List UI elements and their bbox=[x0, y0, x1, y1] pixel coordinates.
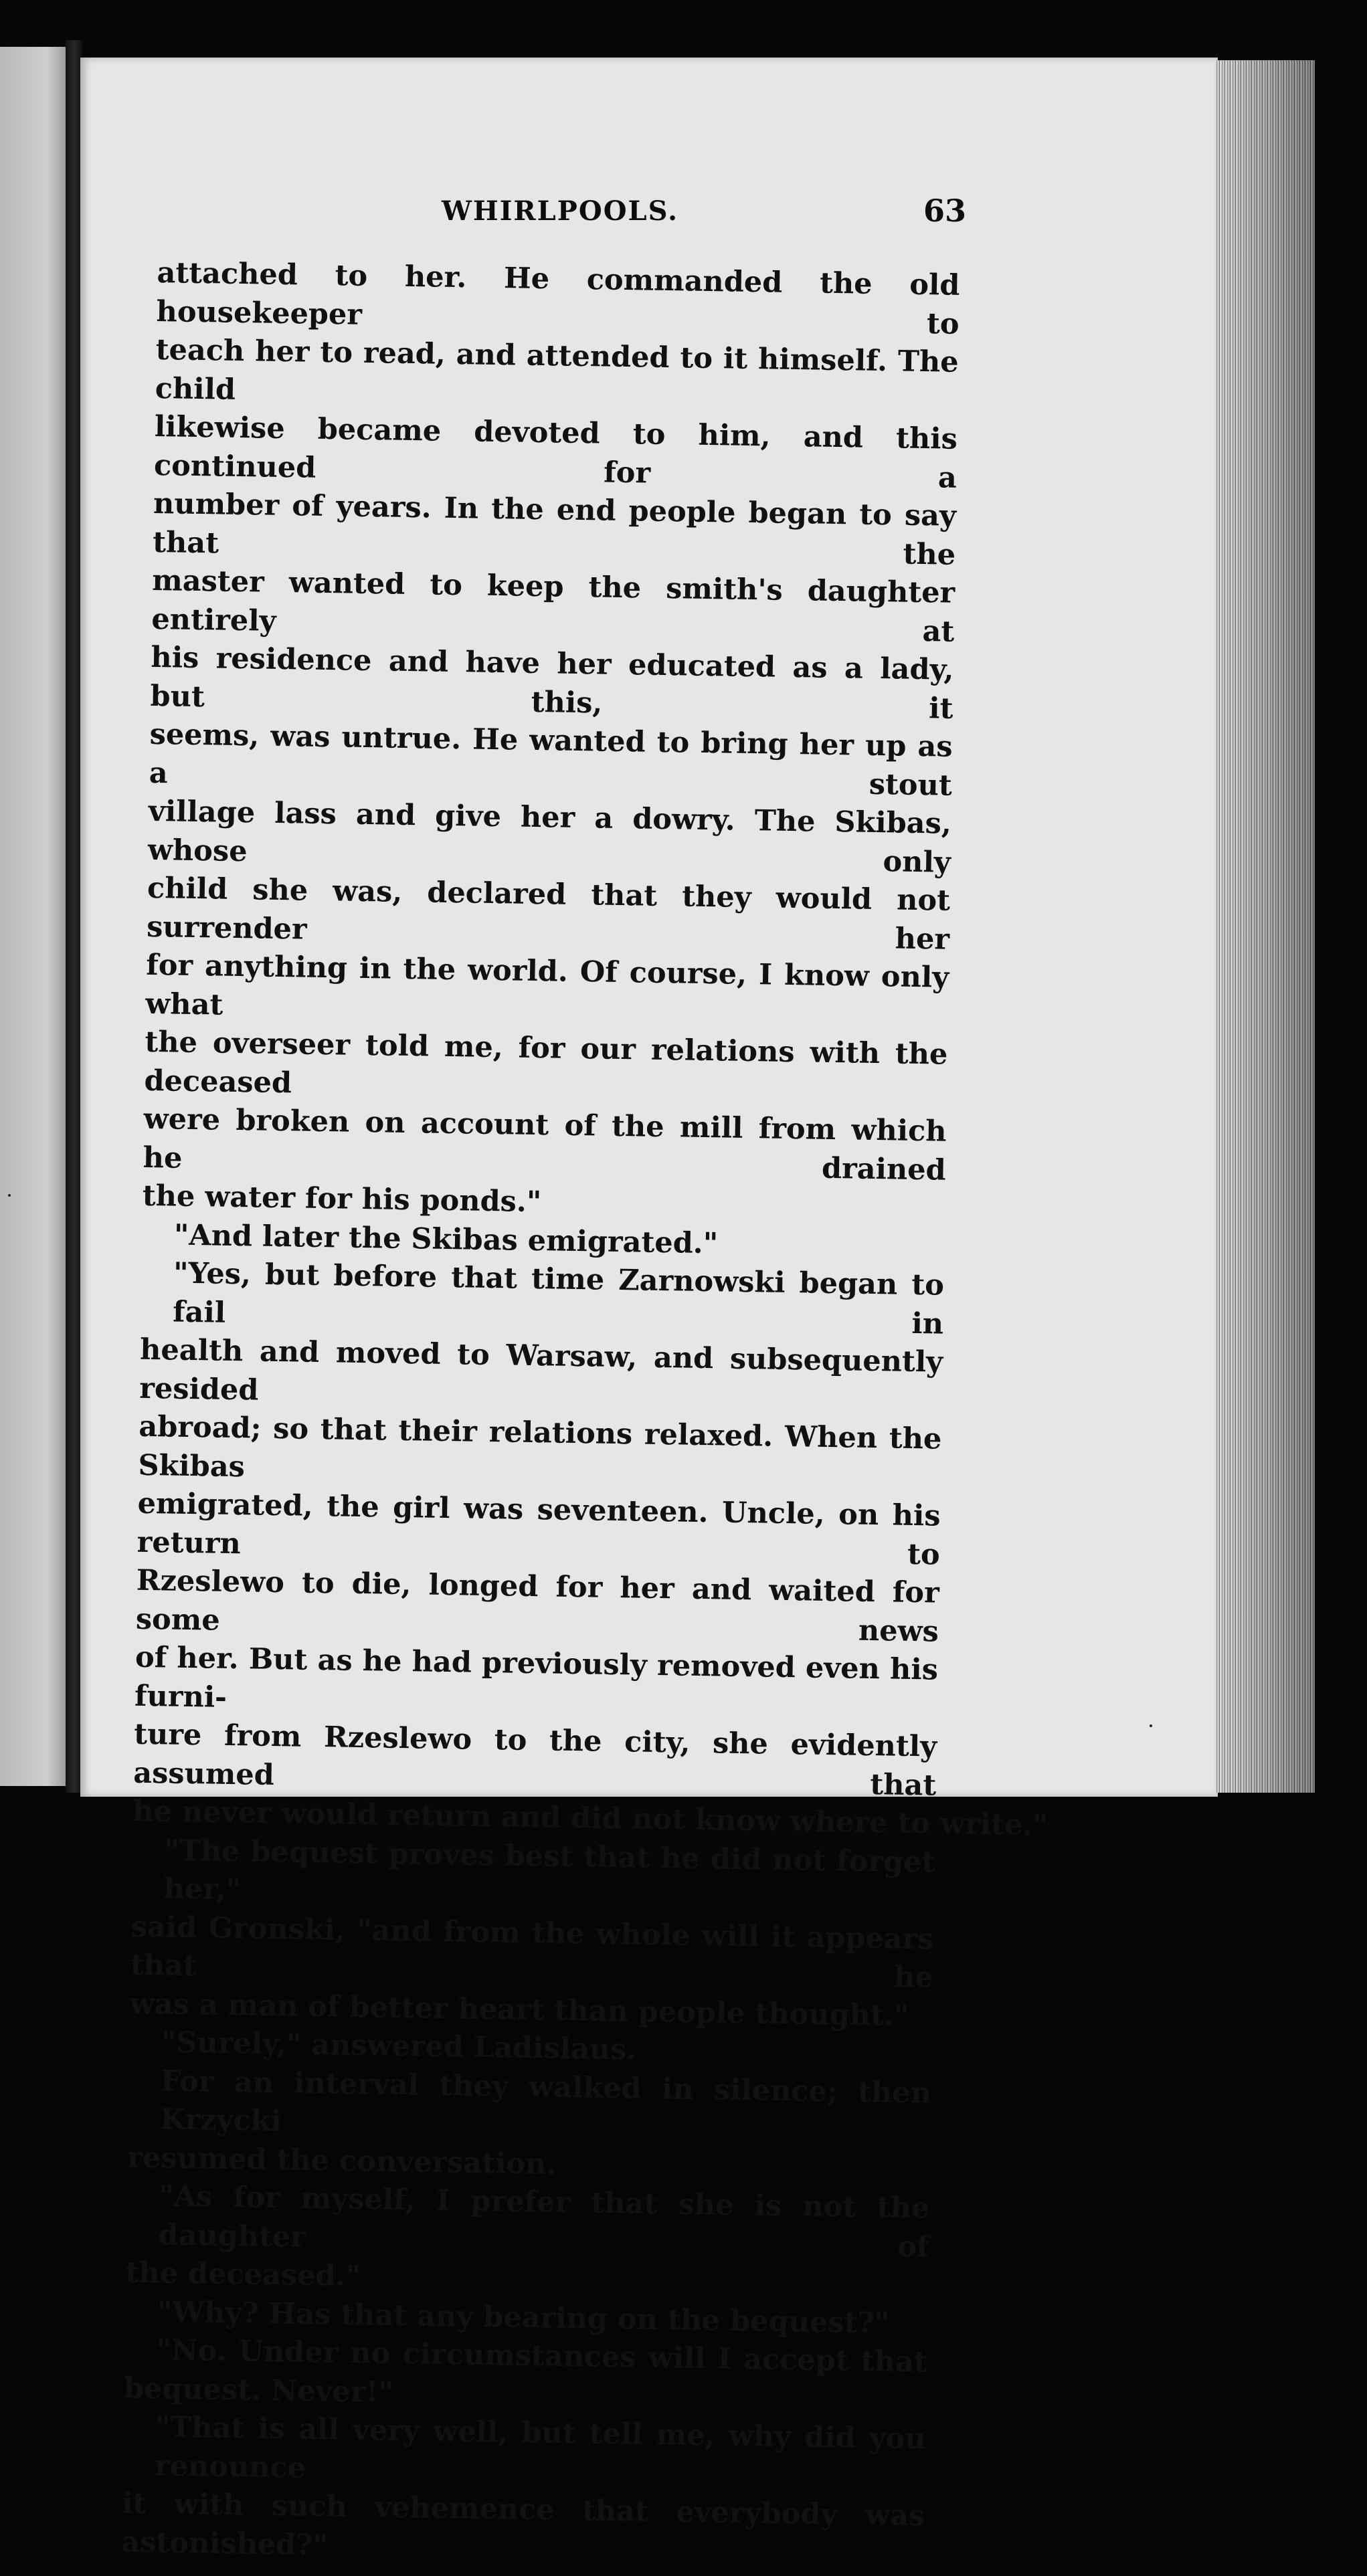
scan-speck bbox=[8, 1194, 11, 1197]
text-line: it with such vehemence that everybody was astonished?" bbox=[120, 2486, 925, 2562]
text-line: his residence and have her educated as a lady, but this, it bbox=[150, 640, 954, 726]
text-line: "As for myself, I prefer that she is not the daughter of bbox=[158, 2179, 930, 2264]
text-line: abroad; so that their relations relaxed. When the Skibas bbox=[138, 1409, 942, 1484]
text-line: the deceased." bbox=[125, 2256, 361, 2294]
text-line: seems, was untrue. He wanted to bring her up as a stout bbox=[149, 717, 953, 803]
text-line: were broken on account of the mill from which he drained bbox=[143, 1102, 947, 1187]
text-line: he never would return and did not know where to write." bbox=[132, 1794, 1049, 1843]
text-line: village lass and give her a dowry. The Skibas, whose only bbox=[147, 794, 952, 880]
text-line: of her. But as he had previously removed even his furni- bbox=[134, 1640, 939, 1714]
previous-page-edge bbox=[0, 47, 67, 1786]
text-line: the water for his ponds." bbox=[142, 1179, 542, 1219]
text-line: the overseer told me, for our relations with the deceased bbox=[144, 1025, 948, 1100]
scan-speck bbox=[1150, 1724, 1152, 1727]
text-line: For an interval they walked in silence; then Krzycki bbox=[159, 2064, 932, 2139]
text-line: "No. Under no circumstances will I accept that bbox=[156, 2333, 928, 2379]
text-line: "And later the Skibas emigrated." bbox=[173, 1218, 719, 1260]
text-line: ture from Rzeslewo to the city, she evidently assumed that bbox=[132, 1717, 937, 1803]
text-line: "The bequest proves best that he did not forget her," bbox=[163, 1833, 935, 1907]
text-line: said Gronski, "and from the whole will it appears that he bbox=[130, 1910, 934, 1995]
text-line: master wanted to keep the smith's daughter entirely at bbox=[151, 563, 955, 649]
text-line: was a man of better heart than people thought." bbox=[129, 1987, 909, 2033]
page-stack-edge bbox=[1214, 60, 1315, 1793]
text-line: "That is all very well, but tell me, why did you renounce bbox=[154, 2410, 927, 2485]
text-line: resumed the conversation. bbox=[126, 2141, 557, 2181]
text-line: likewise became devoted to him, and this continued for a bbox=[153, 409, 958, 495]
page-number: 63 bbox=[923, 193, 967, 229]
text-line: emigrated, the girl was seventeen. Uncle, on his return to bbox=[136, 1486, 941, 1572]
text-line: child she was, declared that they would not surrender her bbox=[146, 871, 951, 957]
text-line: "Surely," answered Ladislaus. bbox=[161, 2025, 637, 2067]
page-header bbox=[161, 193, 967, 235]
text-line: teach her to read, and attended to it himself. The child bbox=[155, 332, 959, 407]
body-text bbox=[120, 254, 1049, 2574]
text-line: bequest. Never!" bbox=[123, 2371, 394, 2409]
text-line: "Why? Has that any bearing on the bequest?" bbox=[157, 2294, 890, 2341]
text-line: attached to her. He commanded the old housekeeper to bbox=[156, 256, 960, 341]
running-head: WHIRLPOOLS. bbox=[442, 195, 679, 227]
text-line: "Yes, but before that time Zarnowski began to fail in bbox=[172, 1256, 945, 1341]
text-line: Rzeslewo to die, longed for her and waited for some news bbox=[135, 1563, 940, 1649]
text-line: for anything in the world. Of course, I know only what bbox=[145, 948, 949, 1022]
text-line: health and moved to Warsaw, and subsequently resided bbox=[139, 1332, 943, 1407]
text-line: number of years. In the end people began to say that the bbox=[152, 486, 957, 572]
